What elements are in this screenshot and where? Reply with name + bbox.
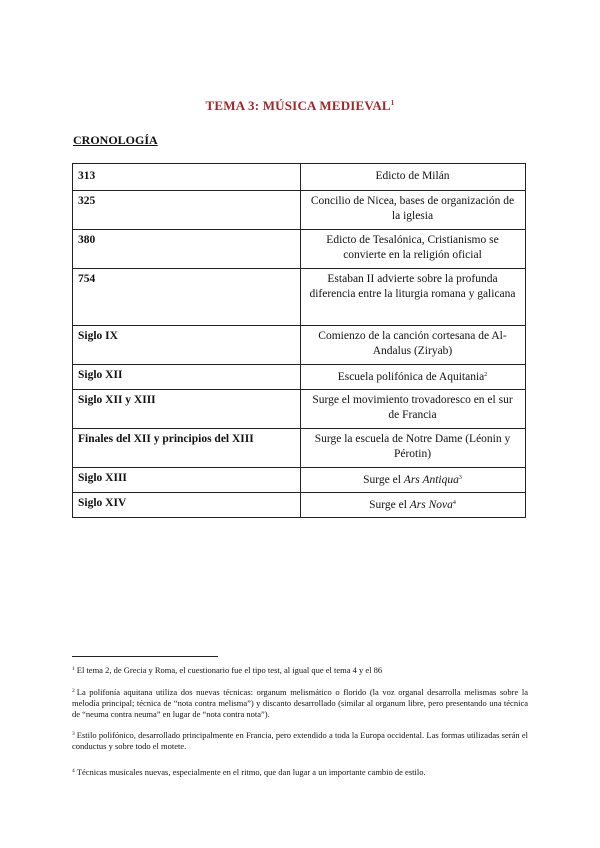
table-row xyxy=(73,164,526,191)
footnote-ref-3: 3 xyxy=(458,475,462,481)
document-title-text: TEMA 3: MÚSICA MEDIEVAL xyxy=(205,98,391,113)
footnote-ref-2: 2 xyxy=(484,372,488,378)
footnote-text: El tema 2, de Grecia y Roma, el cuestionario fue el tipo test, al igual que el tema 4 y el 86 xyxy=(76,665,383,675)
event-cell xyxy=(301,468,526,493)
event-cell: Comienzo de la canción cortesana de Al-Andalus (Ziryab) xyxy=(301,326,526,365)
table-row xyxy=(73,493,526,518)
section-heading: CRONOLOGÍA xyxy=(73,133,158,147)
footnote-ref-1: 1 xyxy=(390,99,395,107)
footnote-text: La polifonía aquitana utiliza dos nuevas técnicas: organum melismático o florido (la voz organal desarrolla melismas sobre la melodía principal; técnica de “nota contra melisma”) y discanto desarrollado (similar al organum libre, pero presentando una técnica de “neuma contra neuma” en lugar de “nota contra nota”). xyxy=(72,687,528,719)
event-text: Escuela polifónica de Aquitania xyxy=(337,371,485,383)
footnote-ref-4: 4 xyxy=(452,500,456,506)
date-cell: 313 xyxy=(73,164,301,191)
footnote-text: Estilo polifónico, desarrollado principalmente en Francia, pero extendido a toda la Europa occidental. Las formas utilizadas serán el conductus y sobre todo el motete. xyxy=(72,730,528,751)
footnote-text: Técnicas musicales nuevas, especialmente en el ritmo, que dan lugar a un importante cambio de estilo. xyxy=(76,767,426,777)
table-row xyxy=(73,230,526,269)
table-row xyxy=(73,365,526,390)
footnote-number: 4 xyxy=(72,768,75,774)
table-row xyxy=(73,191,526,230)
date-cell: Siglo XIII xyxy=(73,468,301,493)
footnote-number: 1 xyxy=(72,666,75,672)
table-row xyxy=(73,390,526,429)
date-cell: Siglo IX xyxy=(73,326,301,365)
event-cell: Edicto de Milán xyxy=(301,164,526,191)
event-cell xyxy=(301,493,526,518)
date-cell: 380 xyxy=(73,230,301,269)
event-italic-text: Ars Nova xyxy=(409,499,453,511)
event-cell: Estaban II advierte sobre la profunda diferencia entre la liturgia romana y galicana xyxy=(301,269,526,326)
date-cell: Siglo XIV xyxy=(73,493,301,518)
event-cell: Concilio de Nicea, bases de organización de la iglesia xyxy=(301,191,526,230)
chronology-table xyxy=(72,163,526,518)
event-text: Surge el xyxy=(363,474,404,486)
date-cell: Siglo XII y XIII xyxy=(73,390,301,429)
footnote-1 xyxy=(72,664,528,676)
date-cell: Siglo XII xyxy=(73,365,301,390)
footnote-number: 3 xyxy=(72,731,75,737)
table-row xyxy=(73,269,526,326)
event-cell: Surge la escuela de Notre Dame (Léonin y Pérotin) xyxy=(301,429,526,468)
footnote-divider xyxy=(72,656,218,657)
footnote-2 xyxy=(72,686,528,720)
event-cell: Surge el movimiento trovadoresco en el sur de Francia xyxy=(301,390,526,429)
date-cell: 754 xyxy=(73,269,301,326)
event-cell: Edicto de Tesalónica, Cristianismo se convierte en la religión oficial xyxy=(301,230,526,269)
table-row xyxy=(73,468,526,493)
event-italic-text: Ars Antiqua xyxy=(403,474,459,486)
event-text: Surge el xyxy=(369,499,410,511)
table-row xyxy=(73,429,526,468)
footnote-number: 2 xyxy=(72,688,75,694)
event-cell xyxy=(301,365,526,390)
footnote-3 xyxy=(72,729,528,752)
date-cell: 325 xyxy=(73,191,301,230)
date-cell: Finales del XII y principios del XIII xyxy=(73,429,301,468)
document-title xyxy=(0,98,600,114)
table-row xyxy=(73,326,526,365)
footnote-4 xyxy=(72,766,528,778)
